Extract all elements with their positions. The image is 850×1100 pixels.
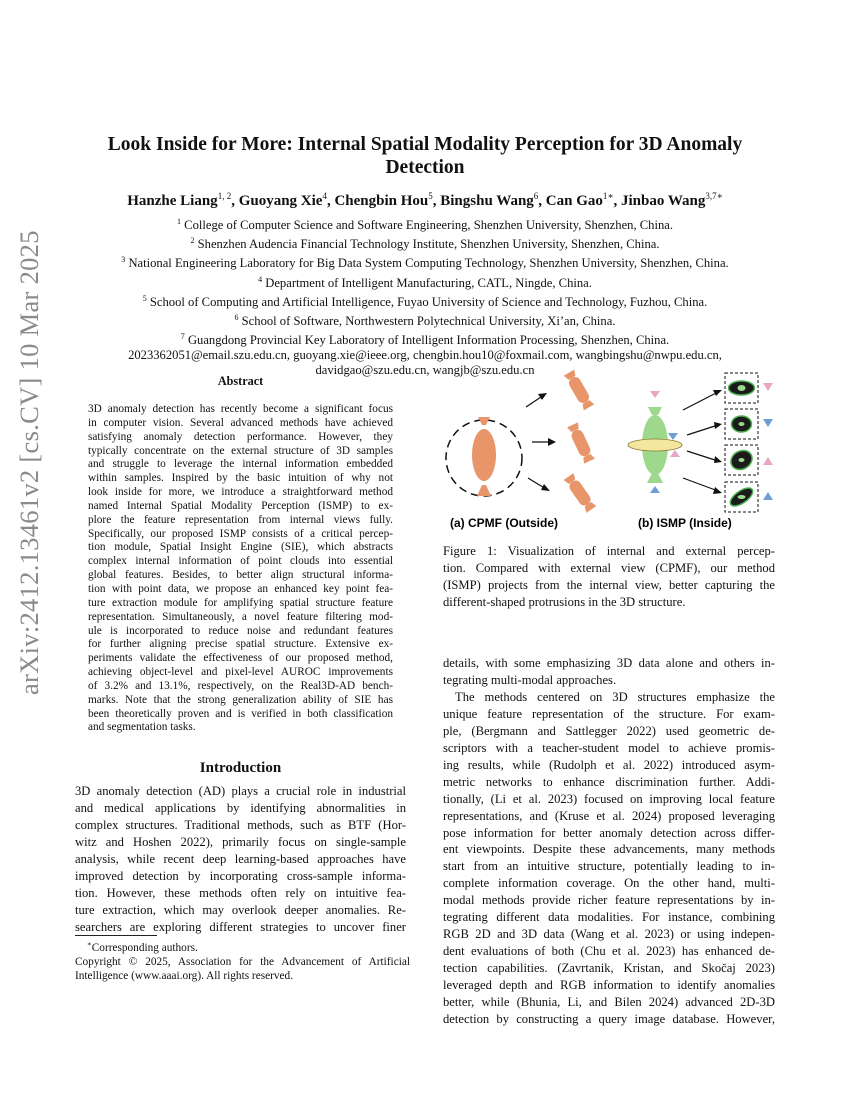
- blue-triangle-marker: [668, 433, 678, 440]
- candy-twist-top: [648, 407, 662, 415]
- abstract-heading: Abstract: [217, 374, 264, 388]
- abstract-line: representation. Simultaneously, a novel feature filtering mod-: [88, 610, 393, 623]
- footnote-corresponding: ∗Corresponding authors.: [87, 940, 198, 954]
- body-line: tection capabilities. (Zavrtanik, Kristan, and Skočaj 2023): [443, 961, 775, 976]
- slice-view-3: [725, 445, 758, 475]
- arxiv-identifier: arXiv:2412.13461v2 [cs.CV] 10 Mar 2025: [14, 230, 44, 695]
- blue-triangle-marker: [763, 492, 773, 500]
- candy-view-middle: [567, 422, 595, 463]
- arrow-line: [687, 451, 718, 461]
- caption-line: tion. Compared with external view (CPMF), our method: [443, 560, 775, 575]
- arrow-head: [714, 422, 722, 429]
- candy-view-bottom: [564, 473, 597, 513]
- blue-triangle-marker: [650, 486, 660, 493]
- body-line: RGB 2D and 3D data (Wang et al. 2023) or using indepen-: [443, 927, 775, 942]
- abstract-line: typically concentrate on the external structure of 3D samples: [88, 444, 393, 457]
- email-line: 2023362051@email.szu.edu.cn, guoyang.xie@ieee.org, chengbin.hou10@foxmail.com, wangbingshu@nwpu.edu.cn,: [128, 348, 722, 363]
- abstract-line: in computer vision. Several advanced methods have achieved: [88, 416, 393, 429]
- section-heading-introduction: Introduction: [199, 760, 282, 776]
- author: Jinbao Wang$^{3,7∗}$: [621, 191, 723, 209]
- abstract-line: look inside for more, we introduce a straightforward method: [88, 486, 393, 499]
- author: Bingshu Wang$^6$,: [440, 191, 546, 209]
- author: Guoyang Xie$^4$,: [238, 191, 335, 209]
- body-line: leveraged depth and RGB information to identify anomalies: [443, 978, 775, 993]
- body-line: 3D anomaly detection (AD) plays a crucial role in industrial: [75, 784, 406, 798]
- figure-1: [440, 365, 780, 535]
- body-line: ent viewpoints. Despite these advancements, many methods: [443, 842, 775, 857]
- affiliation: $^7$ Guangdong Provincial Key Laboratory of Intelligent Information Processing, Shenzhen, China.: [180, 332, 670, 348]
- paper-title: [70, 133, 780, 179]
- email-line: davidgao@szu.edu.cn, wangjb@szu.edu.cn: [315, 363, 535, 378]
- abstract-line: named Internal Spatial Modality Perception (ISMP) to ex-: [88, 499, 393, 512]
- figure-label-a: (a) CPMF (Outside): [450, 516, 558, 530]
- body-line: witz and Hoshen 2022), primarily focus on single-sample: [75, 834, 406, 849]
- author: Chengbin Hou$^5$,: [334, 191, 441, 209]
- caption-line: (ISMP) projects from the internal view, better capturing the: [443, 577, 775, 592]
- paper-title-line: Detection: [385, 157, 465, 178]
- footnote-rule: [75, 935, 157, 936]
- body-line: analysis, while recent deep learning-based approaches have: [75, 851, 406, 866]
- body-line: better, while (Bhunia, Li, and Bilen 2024) advanced 2D-3D: [443, 995, 775, 1010]
- arrow-line: [683, 392, 718, 410]
- figure-label-b: (b) ISMP (Inside): [638, 516, 732, 530]
- pink-triangle-marker: [670, 450, 680, 457]
- arrow-line: [683, 478, 718, 491]
- copyright-line: Intelligence (www.aaai.org). All rights reserved.: [75, 969, 294, 982]
- abstract-line: marks. Note that the strong generalization ability of SIE has: [88, 693, 393, 706]
- abstract-line: Specifically, our proposed ISMP consists of a critical percep-: [88, 527, 393, 540]
- body-line: modal methods provide richer feature representations by in-: [443, 893, 775, 908]
- abstract-line: complex internal information of point clouds into essential: [88, 555, 393, 568]
- abstract-line: for further aligning precise spatial structure. Extensive ex-: [88, 638, 393, 651]
- introduction-body: [75, 783, 406, 936]
- caption-line: Figure 1: Visualization of internal and external percep-: [443, 544, 775, 558]
- body-line: detection by constructing a query image database. However,: [443, 1012, 775, 1027]
- arrow-line: [687, 425, 718, 435]
- internal-slice-ring: [628, 439, 682, 451]
- abstract-line: and struggle to leverage the internal information embedded: [88, 458, 393, 471]
- author-list: [60, 191, 790, 210]
- pink-triangle-marker: [650, 391, 660, 398]
- figure-1-caption: [443, 543, 775, 611]
- abstract-line: within samples. Inspired by the basic intuition of why not: [88, 472, 393, 485]
- arrow-head: [548, 438, 556, 446]
- slice-view-1: [725, 373, 758, 403]
- abstract-line: global features. Besides, to better align structural informa-: [88, 569, 393, 582]
- candy-body: [472, 429, 496, 481]
- body-line: start from an intuitive structure, potentially leading to in-: [443, 859, 775, 874]
- caption-line: different-shaped protrusions in the 3D structure.: [443, 594, 686, 609]
- author: Can Gao$^{1∗}$,: [545, 191, 621, 209]
- affiliation: $^3$ National Engineering Laboratory for Big Data System Computing Technology, Shenzhen University, Shenzhen, China.: [121, 255, 729, 271]
- body-line: tion. However, these methods often rely on intuitive fea-: [75, 885, 406, 900]
- candy-object-outside: [472, 417, 496, 496]
- arrow-head: [713, 487, 722, 494]
- body-line: ing results, while (Rudolph et al. 2022) introduced asym-: [443, 757, 775, 772]
- affiliation: $^2$ Shenzhen Audencia Financial Technology Institute, Shenzhen University, Shenzhen, China.: [190, 236, 660, 252]
- body-line: metric networks to enhance discrimination further. Addi-: [443, 774, 775, 789]
- author: Hanzhe Liang$^{1, 2}$,: [127, 191, 239, 209]
- candy-view-top: [564, 370, 594, 411]
- body-line: improved detection by incorporating cross-sample informa-: [75, 868, 406, 883]
- body-line: ture extraction, which may overlook deeper anomalies. Re-: [75, 902, 406, 917]
- footnote: [75, 937, 410, 983]
- abstract-line: achieving object-level and pixel-level AUROC improvements: [88, 666, 393, 679]
- candy-twist-top: [478, 417, 490, 425]
- abstract-line: 3D anomaly detection has recently become a significant focus: [88, 403, 393, 415]
- body-line: representations, and (Kruse et al. 2024) proposed leveraging: [443, 808, 775, 823]
- arrow-head: [538, 393, 547, 400]
- body-line: tegrating multi-modal approaches.: [443, 672, 617, 687]
- body-line: ple, (Bergmann and Sattlegger 2022) used geometric de-: [443, 723, 775, 738]
- body-line: pose information for better anomaly detection across differ-: [443, 825, 775, 840]
- abstract-line: been theoretically proven and is verified in both classification: [88, 707, 393, 720]
- body-line: and medical applications by identifying abnormalities in: [75, 800, 406, 815]
- abstract-line: tion module, Spatial Insight Engine (SIE), which abstracts: [88, 541, 393, 554]
- candy-twist-bottom: [647, 473, 663, 483]
- affiliation: $^6$ School of Software, Northwestern Polytechnical University, Xi’an, China.: [234, 312, 616, 329]
- pink-triangle-marker: [763, 383, 773, 391]
- copyright-line: Copyright © 2025, Association for the Advancement of Artificial: [75, 955, 410, 968]
- body-line: complex structures. Traditional methods, such as BTF (Hor-: [75, 817, 406, 832]
- affiliation: $^5$ School of Computing and Artificial Intelligence, Fuyao University of Science and Technology, Fuzhou, China.: [142, 293, 708, 309]
- affiliation: $^4$ Department of Intelligent Manufacturing, CATL, Ningde, China.: [258, 274, 592, 290]
- slice-view-2: [725, 409, 758, 439]
- arrow-head: [541, 484, 550, 491]
- body-line: The methods centered on 3D structures emphasize the: [455, 689, 775, 704]
- affiliation-list: [60, 214, 790, 378]
- paper-title-line: Look Inside for More: Internal Spatial Modality Perception for 3D Anomaly: [107, 134, 743, 155]
- body-line: details, with some emphasizing 3D data alone and others in-: [443, 656, 775, 670]
- right-column-body: [443, 655, 775, 1028]
- arrow-head: [714, 456, 722, 463]
- abstract-line: tion with point data, we propose an enhanced key point fea-: [88, 582, 393, 595]
- abstract-line: plore the feature representation from internal views fully.: [88, 513, 393, 526]
- figure-1-illustration: [440, 365, 780, 535]
- body-line: searchers are exploring different strategies to uncover finer: [75, 919, 406, 934]
- pink-triangle-marker: [763, 457, 773, 465]
- abstract-line: ule is incorporated to reduce noise and redundant features: [88, 624, 393, 637]
- body-line: tionally, (Li et al. 2023) focused on improving local feature: [443, 791, 775, 806]
- abstract-line: satisfying anomaly detection performance. However, they: [88, 430, 393, 443]
- abstract-line: periments validate the effectiveness of our proposed method,: [88, 652, 393, 665]
- arrow-head: [713, 390, 722, 396]
- abstract-line: of 3.2% and 13.1%, respectively, on the Real3D-AD bench-: [88, 679, 393, 692]
- body-line: tegrating different data modalities. For instance, combining: [443, 910, 775, 925]
- body-line: complete information coverage. On the other hand, multi-: [443, 876, 775, 891]
- abstract-line: and segmentation tasks.: [88, 721, 196, 734]
- abstract-body: [88, 403, 393, 735]
- affiliation: $^1$ College of Computer Science and Software Engineering, Shenzhen University, Shenzhen, China.: [177, 217, 673, 233]
- ismp-panel: [628, 373, 773, 512]
- body-line: unique feature representation of the structure. For exam-: [443, 706, 775, 721]
- body-line: dent evaluations of both (Chu et al. 2023) has enhanced de-: [443, 944, 775, 959]
- abstract-line: ture extraction module for amplifying spatial structure feature: [88, 596, 393, 609]
- blue-triangle-marker: [763, 419, 773, 427]
- slice-view-4: [725, 482, 758, 512]
- candy-twist-bottom: [477, 485, 491, 496]
- cpmf-panel: [446, 370, 596, 513]
- body-line: scriptors with a teacher-student model to achieve promis-: [443, 740, 775, 755]
